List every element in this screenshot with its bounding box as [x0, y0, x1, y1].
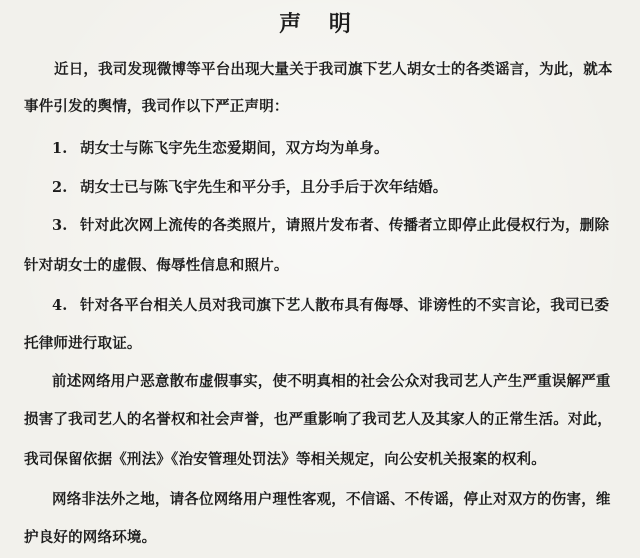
- list-item-number: 3.: [52, 217, 68, 234]
- intro-line-1: 近日，我司发现微博等平台出现大量关于我司旗下艺人胡女士的各类谣言，为此，就本: [54, 61, 613, 78]
- list-item-number: 1.: [52, 140, 68, 157]
- paragraph-2-line-2: 损害了我司艺人的名誉权和社会声誉，也严重影响了我司艺人及其家人的正常生活。对此，: [24, 411, 612, 428]
- list-item-number: 4.: [52, 297, 68, 314]
- list-item-text: 针对此次网上流传的各类照片，请照片发布者、传播者立即停止此侵权行为，删除: [80, 217, 610, 234]
- list-item-4-continuation: 托律师进行取证。: [24, 335, 142, 352]
- list-item-1: [52, 139, 389, 159]
- list-item-4: [52, 296, 609, 316]
- list-item-2: [52, 178, 448, 198]
- paragraph-3-line-1: 网络非法外之地，请各位网络用户理性客观，不信谣、不传谣，停止对双方的伤害，维: [52, 491, 611, 508]
- document-title: 声 明: [279, 11, 361, 37]
- list-item-3-continuation: 针对胡女士的虚假、侮辱性信息和照片。: [24, 257, 289, 274]
- list-item-text: 胡女士已与陈飞宇先生和平分手，且分手后于次年结婚。: [80, 179, 448, 196]
- list-item-text: 针对各平台相关人员对我司旗下艺人散布具有侮辱、诽谤性的不实言论，我司已委: [80, 297, 610, 314]
- paragraph-2-line-3: 我司保留依据《刑法》《治安管理处罚法》等相关规定，向公安机关报案的权利。: [24, 451, 546, 468]
- intro-line-2: 事件引发的舆情，我司作以下严正声明：: [24, 98, 289, 115]
- list-item-3: [52, 216, 609, 236]
- paragraph-2-line-1: 前述网络用户恶意散布虚假事实，使不明真相的社会公众对我司艺人产生严重误解严重: [52, 373, 611, 390]
- paragraph-3-line-2: 护良好的网络环境。: [24, 529, 157, 546]
- list-item-number: 2.: [52, 179, 68, 196]
- list-item-text: 胡女士与陈飞宇先生恋爱期间，双方均为单身。: [80, 140, 389, 157]
